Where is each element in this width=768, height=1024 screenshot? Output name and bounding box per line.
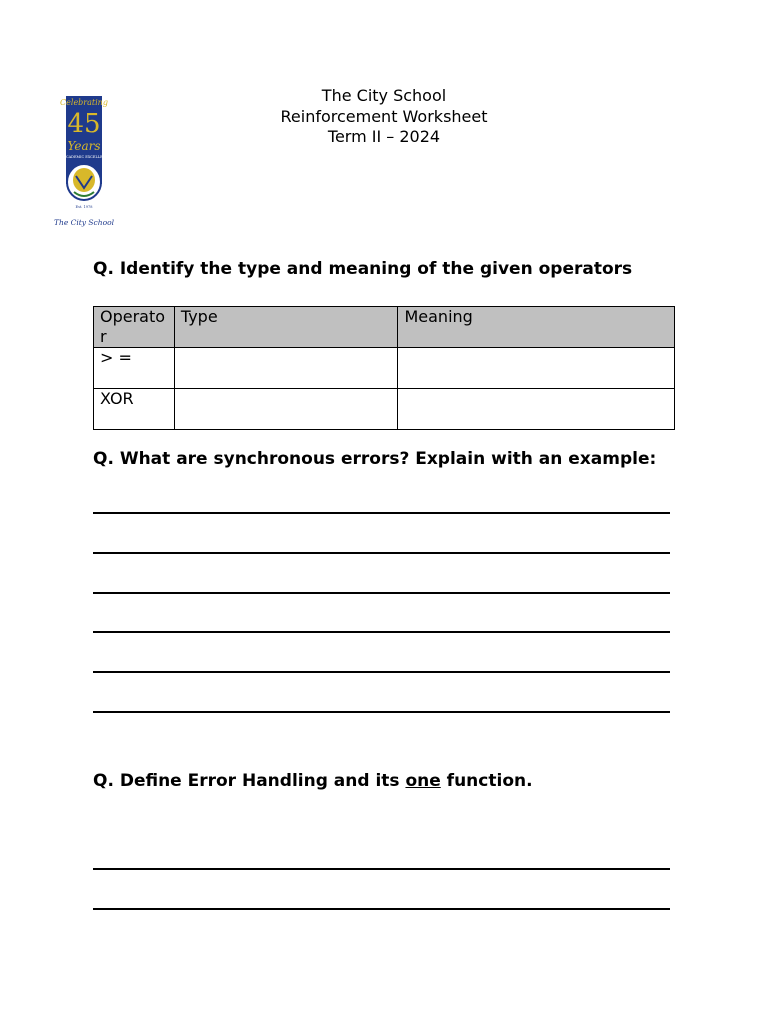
answer-line[interactable] [93,631,670,633]
worksheet-header [234,86,534,148]
table-row [94,348,675,389]
logo-years: Years [67,139,101,153]
header-meaning: Meaning [398,307,675,348]
operator-cell: XOR [94,389,175,430]
table-header-row [94,307,675,348]
term-label: Term II – 2024 [327,127,441,146]
logo-number: 45 [67,109,101,139]
school-logo [52,92,118,230]
answer-line[interactable] [93,908,670,910]
question-emphasis: one [405,771,441,791]
meaning-cell[interactable] [398,348,675,389]
worksheet-title: Reinforcement Worksheet [280,106,488,126]
table-row [94,389,675,430]
logo-school-name: The City School [53,218,115,227]
logo-est: Est. 1978 [75,205,93,209]
operators-table [93,306,675,430]
question-error-handling [93,770,683,793]
type-cell[interactable] [174,348,398,389]
logo-tagline: OF ACADEMIC EXCELLENCE [57,155,111,159]
answer-line[interactable] [93,592,670,594]
operator-cell: > = [94,348,175,389]
answer-line[interactable] [93,868,670,870]
header-operator: Operator [94,307,175,348]
question-text: Q. Define Error Handling and its [93,771,406,791]
question-operators: Q. Identify the type and meaning of the given operators [93,259,633,279]
answer-line[interactable] [93,552,670,554]
school-name: The City School [321,86,447,105]
question-synchronous-errors: Q. What are synchronous errors? Explain with an example: [93,449,657,469]
logo-celebrating: Celebrating [60,98,108,107]
answer-line[interactable] [93,711,670,713]
type-cell[interactable] [174,389,398,430]
meaning-cell[interactable] [398,389,675,430]
question-text: function. [440,771,533,791]
answer-line[interactable] [93,671,670,673]
answer-line[interactable] [93,512,670,514]
header-type: Type [174,307,398,348]
